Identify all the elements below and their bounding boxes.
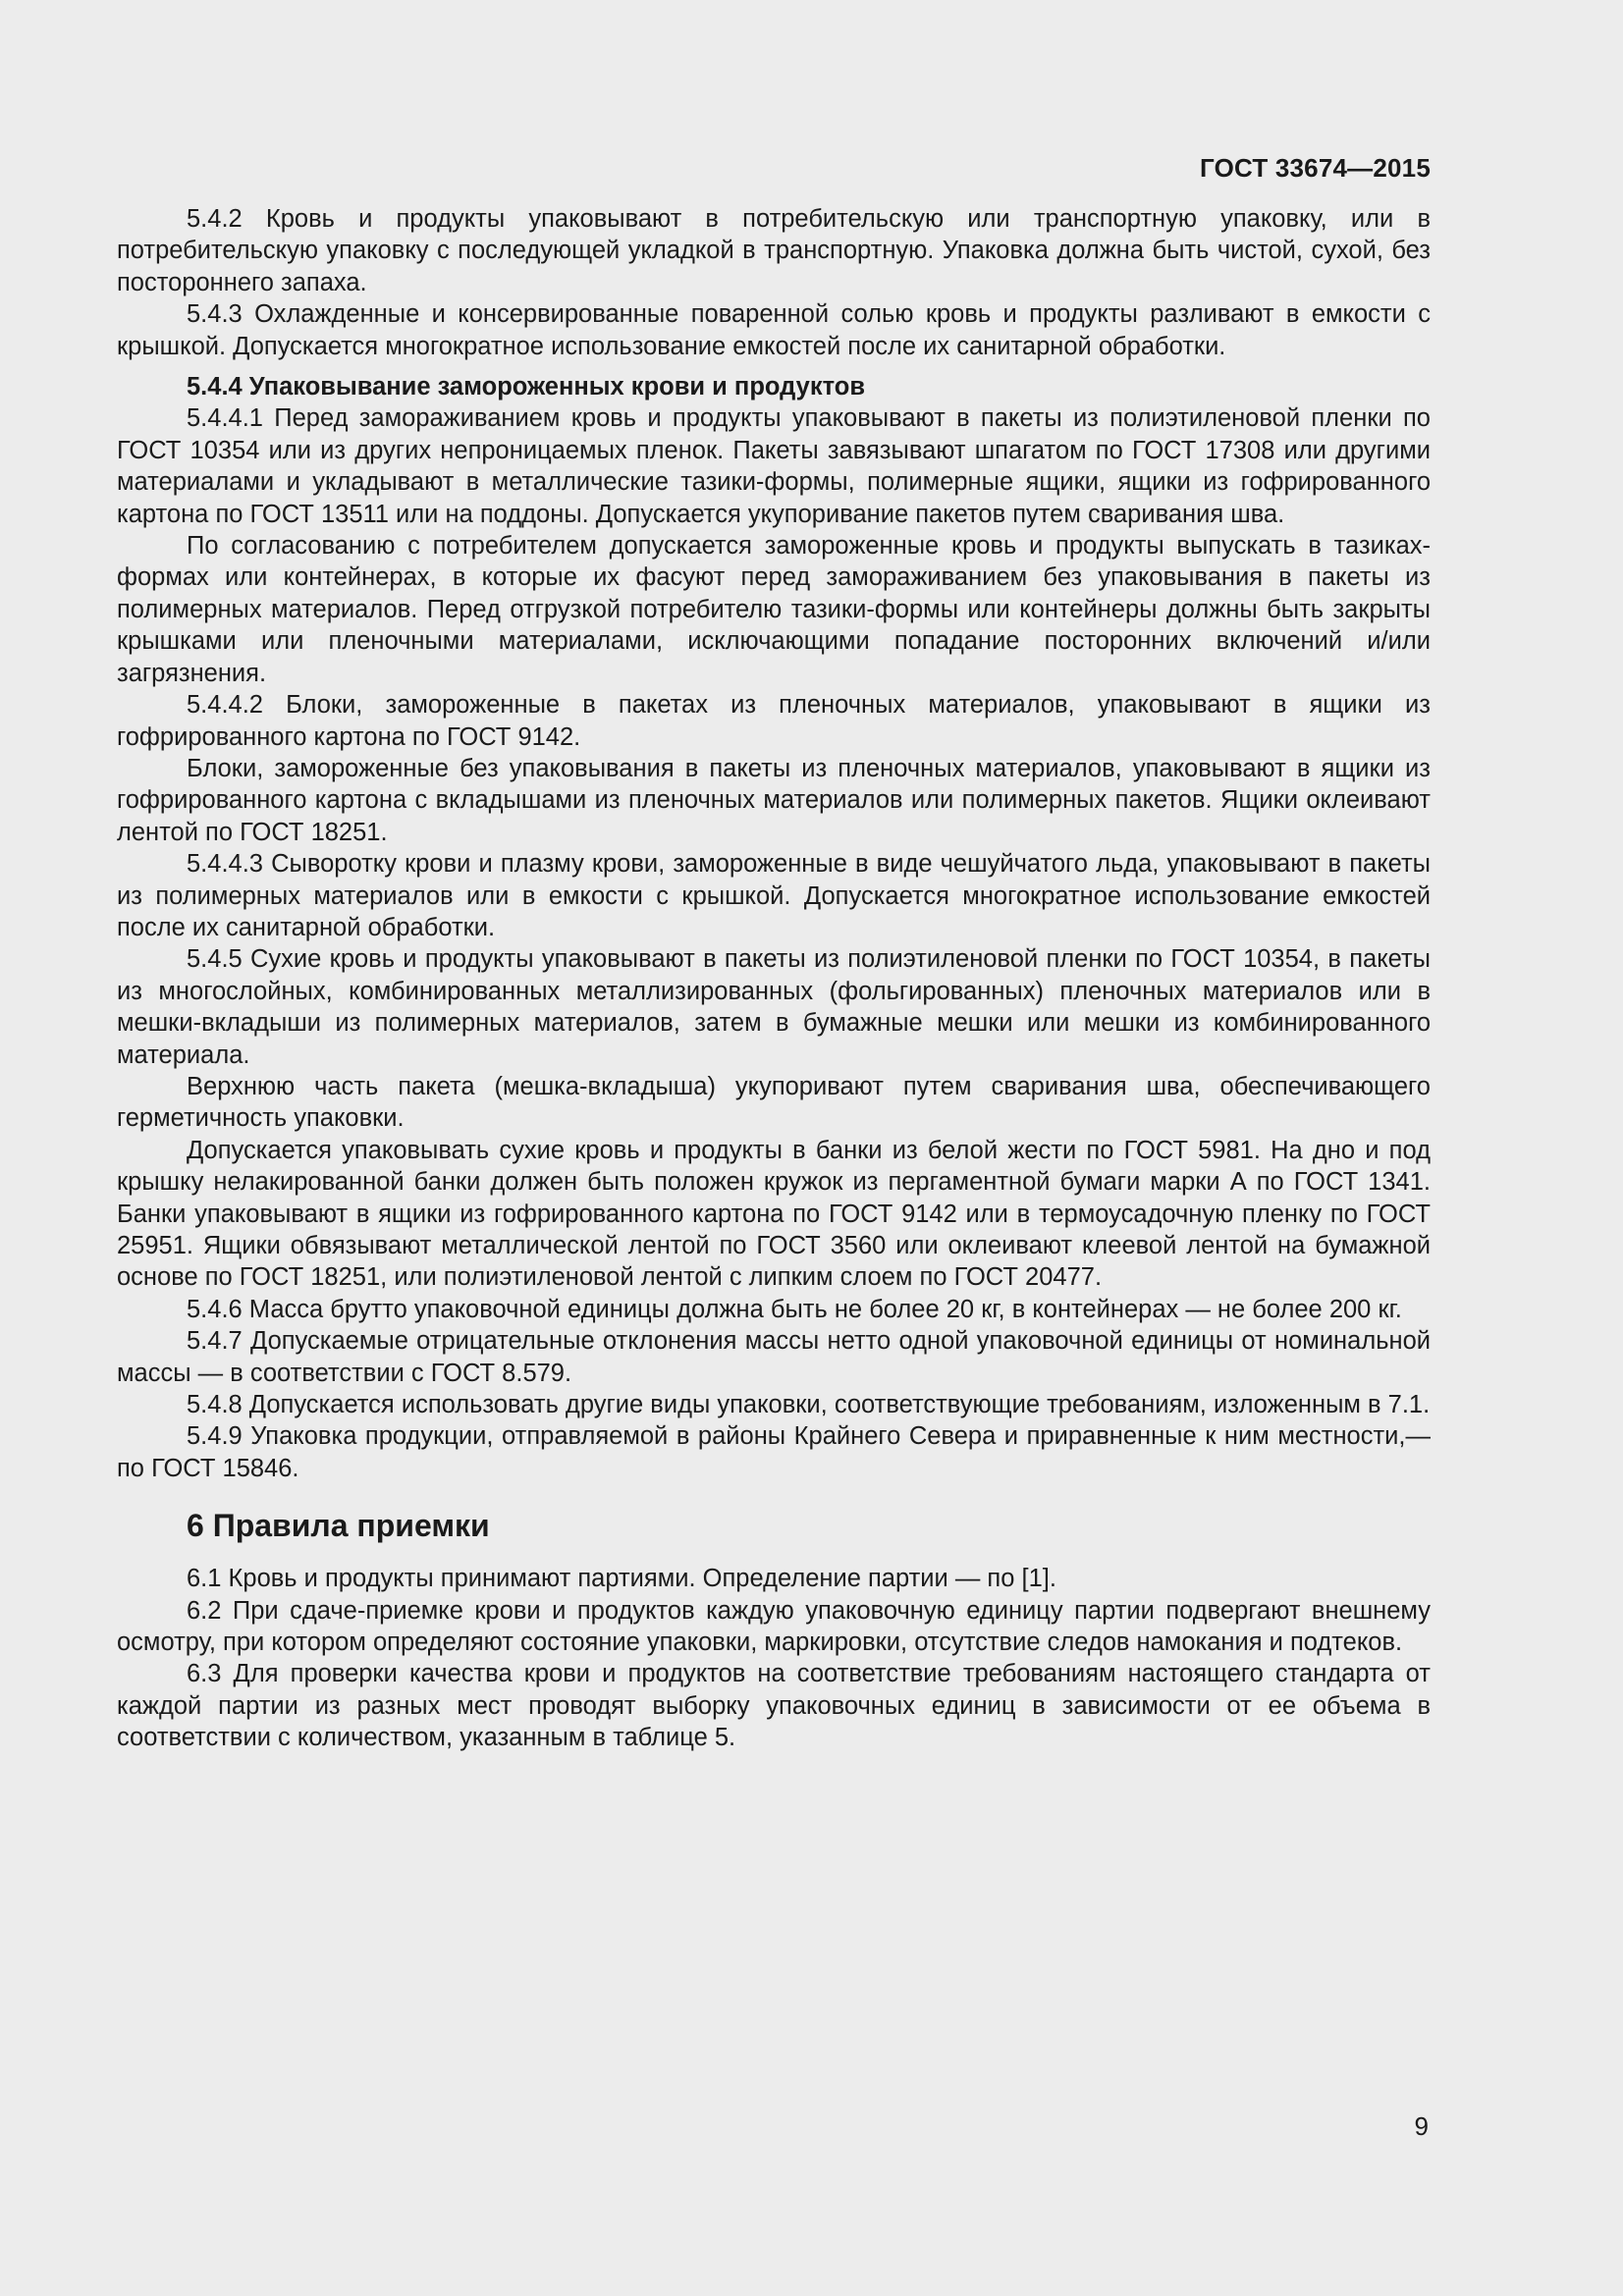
section-title-6: 6 Правила приемки <box>187 1508 490 1544</box>
paragraph-6-2: 6.2 При сдаче-приемке крови и продуктов каждую упаковочную единицу партии подвергают внешнему осмотру, при котором определяют состояние упаковки, маркировки, отсутствие следов намокания и подтеков. <box>117 1596 1431 1657</box>
page-number: 9 <box>1414 2111 1429 2141</box>
paragraph-5-4-5: 5.4.5 Сухие кровь и продукты упаковывают в пакеты из полиэтиленовой пленки по ГОСТ 10354, в пакеты из многослойных, комбинированных металлизированных (фольгированных) пленочных материалов или в мешки-вкладыши из полимерных материалов, затем в бумажные мешки или мешки из комбинированного материала. <box>117 945 1431 1069</box>
paragraph-5-4-8: 5.4.8 Допускается использовать другие виды упаковки, соответствующие требованиям, изложенным в 7.1. <box>187 1391 1431 1419</box>
paragraph-6-1: 6.1 Кровь и продукты принимают партиями. Определение партии — по [1]. <box>187 1565 1056 1593</box>
paragraph-tin-cans: Допускается упаковывать сухие кровь и продукты в банки из белой жести по ГОСТ 5981. На дно и под крышку нелакированной банки должен быть положен кружок из пергаментной бумаги марки А по ГОСТ 1341. Банки упаковывают в ящики из гофрированного картона по ГОСТ 9142 или в термоусадочную пленку по ГОСТ 25951. Ящики обвязывают металлической лентой по ГОСТ 3560 или оклеивают клеевой лентой на бумажной основе по ГОСТ 18251, или полиэтиленовой лентой с липким слоем по ГОСТ 20477. <box>117 1136 1431 1292</box>
paragraph-upper-part: Верхнюю часть пакета (мешка-вкладыша) укупоривают путем сваривания шва, обеспечивающего герметичность упаковки. <box>117 1072 1431 1133</box>
document-body <box>117 203 1431 1754</box>
document-header: ГОСТ 33674—2015 <box>1200 153 1431 183</box>
paragraph-blocks: Блоки, замороженные без упаковывания в пакеты из пленочных материалов, упаковывают в ящики из гофрированного картона с вкладышами из пленочных материалов или полимерных пакетов. Ящики оклеивают лентой по ГОСТ 18251. <box>117 754 1431 846</box>
paragraph-5-4-9: 5.4.9 Упаковка продукции, отправляемой в районы Крайнего Севера и приравненные к ним местности,— по ГОСТ 15846. <box>117 1422 1431 1482</box>
paragraph-5-4-4-2: 5.4.4.2 Блоки, замороженные в пакетах из пленочных материалов, упаковывают в ящики из гофрированного картона по ГОСТ 9142. <box>117 691 1431 751</box>
paragraph-5-4-4-3: 5.4.4.3 Сыворотку крови и плазму крови, замороженные в виде чешуйчатого льда, упаковывают в пакеты из полимерных материалов или в емкости с крышкой. Допускается многократное использование емкостей после их санитарной обработки. <box>117 850 1431 941</box>
paragraph-agreement: По согласованию с потребителем допускается замороженные кровь и продукты выпускать в тазиках-формах или контейнерах, в которые их фасуют перед замораживанием без упаковывания в пакеты из полимерных материалов. Перед отгрузкой потребителю тазики-формы или контейнеры должны быть закрыты крышками или пленочными материалами, исключающими попадание посторонних включений и/или загрязнения. <box>117 532 1431 687</box>
subheading-5-4-4: 5.4.4 Упаковывание замороженных крови и продуктов <box>187 373 865 401</box>
paragraph-6-3: 6.3 Для проверки качества крови и продуктов на соответствие требованиям настоящего стандарта от каждой партии из разных мест проводят выборку упаковочных единиц в зависимости от ее объема в соответствии с количеством, указанным в таблице 5. <box>117 1660 1431 1752</box>
paragraph-5-4-2: 5.4.2 Кровь и продукты упаковывают в потребительскую или транспортную упаковку, или в потребительскую упаковку с последующей укладкой в транспортную. Упаковка должна быть чистой, сухой, без постороннего запаха. <box>117 205 1431 296</box>
paragraph-5-4-6: 5.4.6 Масса брутто упаковочной единицы должна быть не более 20 кг, в контейнерах — не более 200 кг. <box>187 1295 1402 1323</box>
paragraph-5-4-3: 5.4.3 Охлажденные и консервированные поваренной солью кровь и продукты разливают в емкости с крышкой. Допускается многократное использование емкостей после их санитарной обработки. <box>117 300 1431 360</box>
paragraph-5-4-4-1: 5.4.4.1 Перед замораживанием кровь и продукты упаковывают в пакеты из полиэтиленовой пленки по ГОСТ 10354 или из других непроницаемых пленок. Пакеты завязывают шпагатом по ГОСТ 17308 или другими материалами и укладывают в металлические тазики-формы, полимерные ящики, ящики из гофрированного картона по ГОСТ 13511 или на поддоны. Допускается укупоривание пакетов путем сваривания шва. <box>117 404 1431 528</box>
paragraph-5-4-7: 5.4.7 Допускаемые отрицательные отклонения массы нетто одной упаковочной единицы от номинальной массы — в соответствии с ГОСТ 8.579. <box>117 1327 1431 1387</box>
